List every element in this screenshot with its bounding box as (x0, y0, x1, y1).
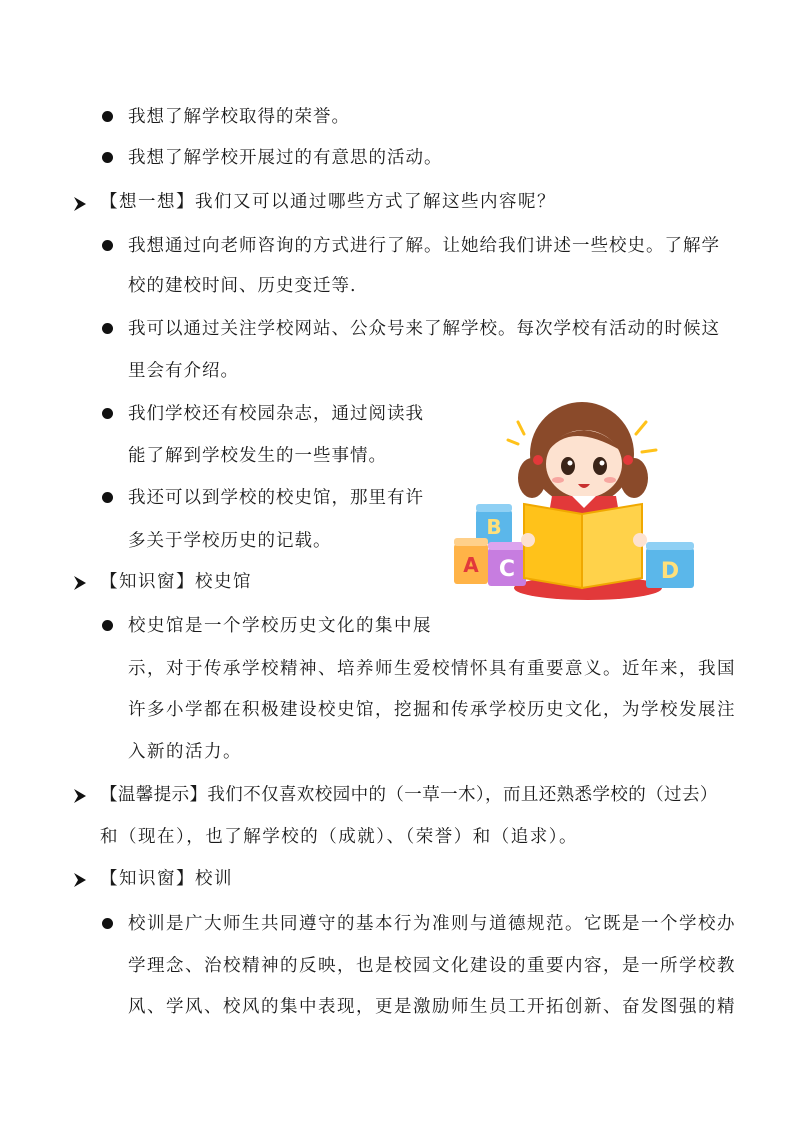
svg-text:C: C (498, 557, 516, 582)
svg-text:A: A (463, 553, 479, 577)
girl-reading-illustration (448, 392, 704, 602)
bullet-text-cont: 校的建校时间、历史变迁等. (128, 276, 357, 296)
section-heading-tip: 【温馨提示】我们不仅喜欢校园中的（一草一木），而且还熟悉学校的（过去） (100, 785, 718, 805)
section-heading-knowledge-2: 【知识窗】校训 (100, 869, 233, 889)
bullet-text-cont: 风、学风、校风的集中表现，更是激励师生员工开拓创新、奋发图强的精 (128, 997, 736, 1017)
bullet-dot (102, 152, 113, 163)
bullet-dot (102, 111, 113, 122)
bullet-text-cont: 学理念、治校精神的反映，也是校园文化建设的重要内容，是一所学校教 (128, 956, 736, 976)
bullet-text: 我还可以到学校的校史馆，那里有许 (128, 488, 424, 508)
bullet-text-cont: 入新的活力。 (128, 742, 242, 762)
bullet-text: 校史馆是一个学校历史文化的集中展 (128, 616, 432, 636)
bullet-dot (102, 408, 113, 419)
arrow-bullet-icon (72, 196, 88, 212)
bullet-text: 我想了解学校取得的荣誉。 (128, 107, 350, 127)
bullet-text: 我想了解学校开展过的有意思的活动。 (128, 148, 443, 168)
bullet-text-cont: 多关于学校历史的记载。 (128, 531, 332, 551)
svg-text:B: B (486, 515, 502, 539)
arrow-bullet-icon (72, 788, 88, 804)
tip-text-cont: 和（现在），也了解学校的（成就）、（荣誉）和（追求）。 (100, 827, 578, 847)
bullet-text: 我们学校还有校园杂志，通过阅读我 (128, 404, 424, 424)
bullet-text: 校训是广大师生共同遵守的基本行为准则与道德规范。它既是一个学校办 (128, 914, 736, 934)
bullet-text-cont: 示，对于传承学校精神、培养师生爱校情怀具有重要意义。近年来，我国 (128, 659, 736, 679)
arrow-bullet-icon (72, 575, 88, 591)
bullet-text: 我可以通过关注学校网站、公众号来了解学校。每次学校有活动的时候这 (128, 319, 720, 339)
bullet-dot (102, 323, 113, 334)
bullet-dot (102, 918, 113, 929)
svg-text:D: D (660, 559, 680, 584)
bullet-dot (102, 240, 113, 251)
bullet-text: 我想通过向老师咨询的方式进行了解。让她给我们讲述一些校史。了解学 (128, 236, 720, 256)
bullet-dot (102, 620, 113, 631)
bullet-text-cont: 能了解到学校发生的一些事情。 (128, 446, 387, 466)
arrow-bullet-icon (72, 872, 88, 888)
bullet-text-cont: 许多小学都在积极建设校史馆，挖掘和传承学校历史文化，为学校发展注 (128, 700, 736, 720)
section-heading-think: 【想一想】我们又可以通过哪些方式了解这些内容呢？ (100, 192, 556, 212)
bullet-text-cont: 里会有介绍。 (128, 361, 239, 381)
section-heading-knowledge-1: 【知识窗】校史馆 (100, 572, 252, 592)
bullet-dot (102, 492, 113, 503)
